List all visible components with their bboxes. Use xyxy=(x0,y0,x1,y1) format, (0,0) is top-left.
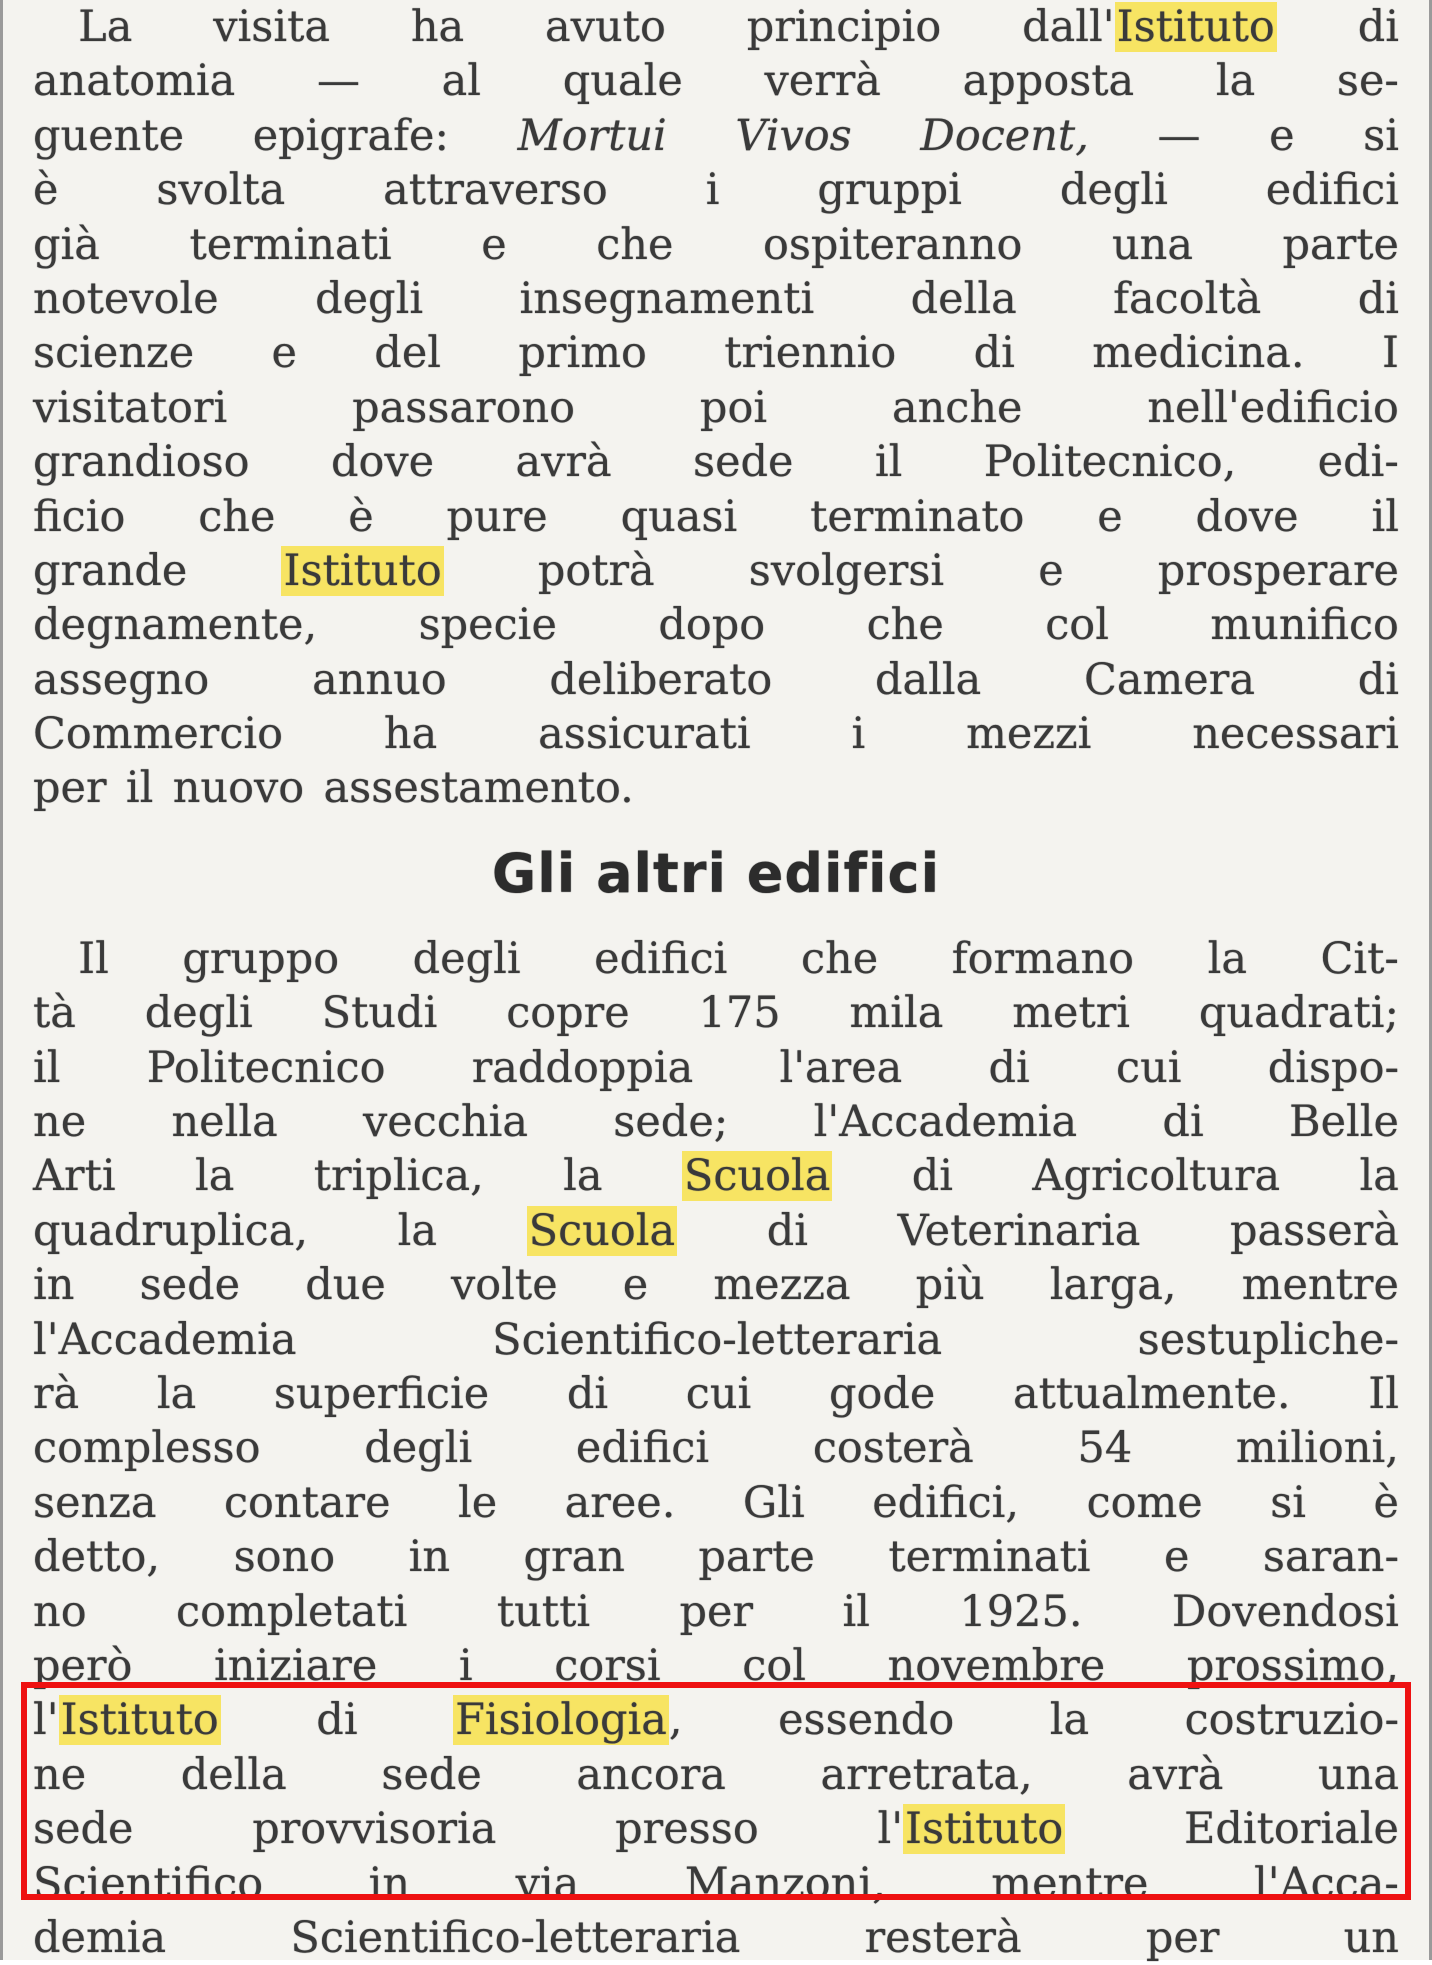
word: terminati xyxy=(888,1532,1091,1583)
word: di xyxy=(1357,2,1399,52)
word: ancora xyxy=(576,1749,726,1800)
word: e xyxy=(1097,491,1123,542)
text-line xyxy=(33,986,1399,1040)
word: — xyxy=(316,56,360,107)
word: si xyxy=(1363,110,1399,161)
word: già xyxy=(33,219,100,270)
word: poi xyxy=(699,382,768,433)
word: Scientifico-letteraria xyxy=(492,1314,943,1365)
word: apposta xyxy=(962,56,1135,107)
word: complesso xyxy=(33,1423,261,1474)
word: formano xyxy=(951,933,1135,984)
word: l'Istituto xyxy=(877,1804,1064,1855)
word xyxy=(682,1149,833,1203)
word: dispo- xyxy=(1267,1042,1399,1093)
text-line xyxy=(33,707,1399,761)
highlighted-term: Istituto xyxy=(1116,2,1275,52)
word: corsi xyxy=(554,1640,661,1691)
word: di xyxy=(1357,273,1399,324)
word: raddoppia xyxy=(471,1042,694,1093)
word: ha xyxy=(410,2,465,52)
word: un xyxy=(1343,1912,1399,1963)
word: edifici xyxy=(575,1423,710,1474)
text-line xyxy=(33,109,1399,163)
text-line xyxy=(33,761,1399,815)
word: la xyxy=(1215,56,1256,107)
word: Vivos xyxy=(735,110,852,161)
word: assestamento. xyxy=(323,763,634,814)
text-line xyxy=(33,1258,1399,1312)
word: degli xyxy=(412,933,521,984)
word: che xyxy=(198,491,276,542)
word: prossimo, xyxy=(1186,1640,1399,1691)
word: Studi xyxy=(321,988,438,1039)
word: la xyxy=(1359,1151,1399,1202)
word: dopo xyxy=(658,600,766,651)
word: resterà xyxy=(864,1912,1022,1963)
article-column xyxy=(33,0,1399,1965)
text-line xyxy=(33,272,1399,326)
word: è xyxy=(348,491,374,542)
word: scienze xyxy=(33,328,195,379)
word: anatomia xyxy=(33,56,236,107)
word: no xyxy=(33,1586,87,1637)
word: e xyxy=(622,1260,649,1311)
word: rà xyxy=(33,1368,80,1419)
word: avuto xyxy=(545,2,666,52)
word: Agricoltura xyxy=(1032,1151,1281,1202)
word: il xyxy=(874,437,903,488)
word: Docent, xyxy=(920,110,1089,161)
section-heading: Gli altri edifici xyxy=(491,842,941,906)
word: 1925. xyxy=(959,1586,1083,1637)
word: triplica, xyxy=(313,1151,484,1202)
word: di xyxy=(566,1368,609,1419)
word: notevole xyxy=(33,273,219,324)
word: epigrafe: xyxy=(252,110,449,161)
word: in xyxy=(368,1858,411,1909)
word: Politecnico, xyxy=(983,437,1237,488)
word: degli xyxy=(1059,165,1168,216)
word: del xyxy=(374,328,442,379)
word: mila xyxy=(849,988,944,1039)
word: per xyxy=(1145,1912,1220,1963)
word: Camera xyxy=(1084,654,1255,705)
word: detto, xyxy=(33,1532,161,1583)
word: i xyxy=(458,1640,473,1691)
paragraph-1 xyxy=(33,0,1399,816)
word: ficio xyxy=(33,491,126,542)
word: e xyxy=(1038,545,1064,596)
word: di xyxy=(316,1695,358,1746)
word: parte xyxy=(698,1532,815,1583)
highlighted-term: Fisiologia xyxy=(455,1695,667,1746)
word: cui xyxy=(1115,1042,1182,1093)
word xyxy=(281,544,443,598)
word: larga, xyxy=(1049,1260,1177,1311)
word: demia xyxy=(33,1912,167,1963)
word: il xyxy=(842,1586,870,1637)
word: La xyxy=(78,2,133,52)
word: gruppi xyxy=(817,165,962,216)
word: i xyxy=(705,165,720,216)
word: è xyxy=(1373,1477,1399,1528)
word: in xyxy=(408,1532,451,1583)
word: passerà xyxy=(1230,1205,1399,1256)
highlighted-term: Scuola xyxy=(528,1205,676,1256)
word: e xyxy=(1163,1532,1190,1583)
word: via xyxy=(515,1858,580,1909)
word: medicina. xyxy=(1092,328,1305,379)
word: la xyxy=(1049,1695,1090,1746)
text-line xyxy=(33,653,1399,707)
word xyxy=(527,1204,678,1258)
word: di xyxy=(766,1205,808,1256)
word: insegnamenti xyxy=(519,273,815,324)
word: che xyxy=(866,600,944,651)
word: terminato xyxy=(810,491,1025,542)
text-line xyxy=(33,932,1399,986)
text-line xyxy=(33,598,1399,652)
word: che xyxy=(800,933,879,984)
highlighted-term: Istituto xyxy=(905,1804,1064,1855)
word: primo xyxy=(518,328,647,379)
word: essendo xyxy=(778,1695,955,1746)
word: sede xyxy=(381,1749,482,1800)
word: guente xyxy=(33,110,185,161)
word: col xyxy=(742,1640,806,1691)
word: col xyxy=(1045,600,1109,651)
word: avrà xyxy=(1127,1749,1224,1800)
text-line xyxy=(33,490,1399,544)
word: terminati xyxy=(189,219,392,270)
word: provvisoria xyxy=(252,1804,497,1855)
text-line xyxy=(33,544,1399,598)
word: contare xyxy=(223,1477,391,1528)
word: Fisiologia, xyxy=(455,1695,683,1746)
word: parte xyxy=(1282,219,1399,270)
word: edifici xyxy=(1265,165,1399,216)
word: assegno xyxy=(33,654,210,705)
word: costerà xyxy=(812,1423,974,1474)
word: deliberato xyxy=(549,654,773,705)
word: Gli xyxy=(742,1477,805,1528)
word: — xyxy=(1157,110,1201,161)
word: Manzoni, xyxy=(684,1858,886,1909)
word: Dovendosi xyxy=(1171,1586,1399,1637)
word: dall'Istituto xyxy=(1022,2,1275,52)
word: l'Acca- xyxy=(1254,1858,1399,1909)
word: il xyxy=(1371,491,1399,542)
word: Veterinaria xyxy=(897,1205,1141,1256)
text-line xyxy=(33,1585,1399,1639)
text-line xyxy=(33,1095,1399,1149)
word: edifici, xyxy=(872,1477,1020,1528)
word: però xyxy=(33,1640,133,1691)
text-line xyxy=(33,1367,1399,1421)
word: I xyxy=(1381,328,1399,379)
text-line xyxy=(33,1476,1399,1530)
word: attualmente. xyxy=(1013,1368,1291,1419)
word: gruppo xyxy=(182,933,340,984)
word: dove xyxy=(1195,491,1299,542)
word: avrà xyxy=(515,437,612,488)
word: sede; xyxy=(613,1097,729,1148)
word: edi- xyxy=(1317,437,1399,488)
word: svolgersi xyxy=(748,545,945,596)
word: munifico xyxy=(1210,600,1399,651)
word: grande xyxy=(33,545,188,596)
text-line xyxy=(33,1204,1399,1258)
word: dalla xyxy=(874,654,982,705)
word: sede xyxy=(139,1260,241,1311)
word: degnamente, xyxy=(33,600,318,651)
word: l'area xyxy=(779,1042,903,1093)
word: vecchia xyxy=(363,1097,529,1148)
text-line xyxy=(33,218,1399,272)
word: ne xyxy=(33,1749,87,1800)
word: Belle xyxy=(1288,1097,1399,1148)
word: l'Accademia xyxy=(33,1314,297,1365)
word: senza xyxy=(33,1477,157,1528)
highlighted-term: Istituto xyxy=(60,1695,219,1746)
word: più xyxy=(915,1260,985,1311)
word: degli xyxy=(364,1423,473,1474)
word: mentre xyxy=(1241,1260,1399,1311)
word: di xyxy=(1162,1097,1204,1148)
selection-box xyxy=(21,1682,1411,1900)
word: Commercio xyxy=(33,709,284,760)
word: i xyxy=(851,709,866,760)
word: e xyxy=(271,328,297,379)
word: assicurati xyxy=(538,709,751,760)
word: costruzio- xyxy=(1184,1695,1399,1746)
text-line xyxy=(33,1149,1399,1203)
word: mentre xyxy=(991,1858,1149,1909)
word: Scientifico-letteraria xyxy=(290,1912,741,1963)
text-line xyxy=(33,326,1399,380)
word: le xyxy=(458,1477,498,1528)
word: Editoriale xyxy=(1183,1804,1399,1855)
word: quadruplica, xyxy=(33,1205,309,1256)
word: gran xyxy=(523,1532,625,1583)
word: il xyxy=(33,1042,61,1093)
word: sede xyxy=(693,437,794,488)
word: degli xyxy=(144,988,253,1039)
word: mezzi xyxy=(966,709,1092,760)
word: gode xyxy=(828,1368,936,1419)
word: necessari xyxy=(1192,709,1399,760)
word: al xyxy=(441,56,482,107)
word: si xyxy=(1270,1477,1307,1528)
word: prosperare xyxy=(1157,545,1399,596)
word: Il xyxy=(1368,1368,1399,1419)
word: presso xyxy=(615,1804,759,1855)
word: Cit- xyxy=(1320,933,1399,984)
word: Scientifico xyxy=(33,1858,264,1909)
word: svolta xyxy=(156,165,286,216)
word: e xyxy=(481,219,507,270)
word: è xyxy=(33,165,59,216)
word: saran- xyxy=(1262,1532,1399,1583)
word: dove xyxy=(330,437,435,488)
word: una xyxy=(1111,219,1193,270)
word: mezza xyxy=(713,1260,851,1311)
word: milioni, xyxy=(1235,1423,1399,1474)
text-line xyxy=(33,1530,1399,1584)
text-line xyxy=(33,1041,1399,1095)
word: come xyxy=(1086,1477,1203,1528)
word: in xyxy=(33,1260,75,1311)
word: iniziare xyxy=(214,1640,378,1691)
word: sono xyxy=(233,1532,336,1583)
word: sestupliche- xyxy=(1137,1314,1399,1365)
word: principio xyxy=(746,2,942,52)
word: cui xyxy=(685,1368,752,1419)
word: Il xyxy=(78,933,109,984)
text-line xyxy=(33,1313,1399,1367)
word: nella xyxy=(171,1097,278,1148)
word: la xyxy=(563,1151,603,1202)
word: volte xyxy=(451,1260,558,1311)
word: specie xyxy=(418,600,557,651)
word: quale xyxy=(562,56,683,107)
word: della xyxy=(910,273,1017,324)
text-line xyxy=(33,1421,1399,1475)
word: Mortui xyxy=(517,110,667,161)
word: triennio xyxy=(724,328,897,379)
highlighted-term: Scuola xyxy=(683,1151,831,1202)
word: Politecnico xyxy=(146,1042,386,1093)
word: della xyxy=(180,1749,287,1800)
word: per xyxy=(679,1586,754,1637)
word: l'Istituto xyxy=(33,1695,219,1746)
word: l'Accademia xyxy=(813,1097,1078,1148)
word: la xyxy=(1207,933,1247,984)
word: il xyxy=(125,763,154,814)
word: nell'edificio xyxy=(1147,382,1399,433)
word: due xyxy=(305,1260,386,1311)
word: di xyxy=(973,328,1015,379)
word: novembre xyxy=(887,1640,1106,1691)
word: attraverso xyxy=(383,165,608,216)
word: quasi xyxy=(620,491,738,542)
word: edifici xyxy=(594,933,728,984)
word: sede xyxy=(33,1804,134,1855)
word: potrà xyxy=(537,545,655,596)
highlighted-term: Istituto xyxy=(283,545,442,596)
text-line xyxy=(33,435,1399,489)
word: per xyxy=(33,763,107,814)
word: se- xyxy=(1336,56,1399,107)
word: ospiteranno xyxy=(762,219,1023,270)
text-line xyxy=(33,381,1399,435)
word: una xyxy=(1317,1749,1399,1800)
word: annuo xyxy=(312,654,447,705)
word: la xyxy=(195,1151,235,1202)
word: pure xyxy=(446,491,548,542)
word: verrà xyxy=(764,56,881,107)
word: di xyxy=(988,1042,1030,1093)
word: completati xyxy=(176,1586,408,1637)
word: la xyxy=(397,1205,438,1256)
word: copre xyxy=(506,988,630,1039)
text-line xyxy=(33,54,1399,108)
word: 54 xyxy=(1077,1423,1133,1474)
word: superficie xyxy=(273,1368,490,1419)
word: passarono xyxy=(352,382,576,433)
word: ha xyxy=(383,709,438,760)
text-line xyxy=(33,1911,1399,1965)
word: di xyxy=(911,1151,954,1202)
word: arretrata, xyxy=(820,1749,1033,1800)
word: grandioso xyxy=(33,437,250,488)
word: e xyxy=(1269,110,1295,161)
word: ne xyxy=(33,1097,87,1148)
word: facoltà xyxy=(1113,273,1262,324)
word: 175 xyxy=(698,988,781,1039)
text-line xyxy=(33,0,1399,54)
word: quadrati; xyxy=(1198,988,1399,1039)
word: visitatori xyxy=(33,382,228,433)
word: metri xyxy=(1012,988,1131,1039)
word: Arti xyxy=(33,1151,116,1202)
word: anche xyxy=(891,382,1023,433)
word: tutti xyxy=(496,1586,591,1637)
word: nuovo xyxy=(172,763,305,814)
word: di xyxy=(1357,654,1399,705)
word: tà xyxy=(33,988,76,1039)
word: aree. xyxy=(564,1477,676,1528)
word: degli xyxy=(315,273,424,324)
word: che xyxy=(596,219,674,270)
word: la xyxy=(156,1368,197,1419)
text-line xyxy=(33,163,1399,217)
word: visita xyxy=(213,2,330,52)
